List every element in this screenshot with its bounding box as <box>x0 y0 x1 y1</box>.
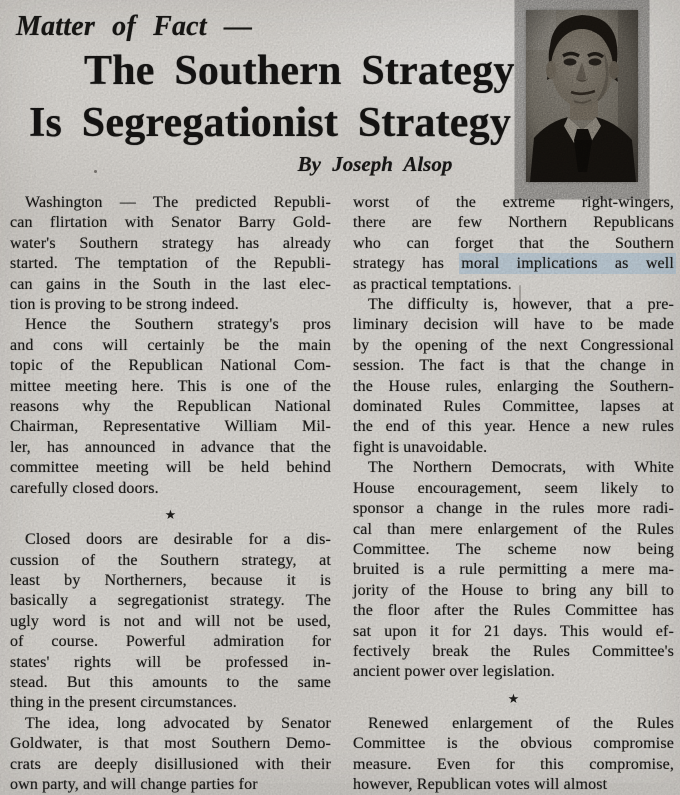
article-line: can gains in the South in the last elec- <box>10 275 331 293</box>
article-line: crats are deeply disillusioned with their <box>10 755 331 773</box>
column-kicker: Matter of Fact — <box>16 11 253 42</box>
article-line: water's Southern strategy has already <box>10 234 331 252</box>
ink-speck <box>94 170 97 173</box>
article-line: sat upon it for 21 days. This would ef- <box>353 622 674 640</box>
article-line: fight is unavoidable. <box>353 438 488 456</box>
article-line: Chairman, Representative William Mil- <box>10 418 331 436</box>
article-line: stead. But this amounts to the same <box>10 673 331 691</box>
article-line: thing in the present circumstances. <box>10 694 237 712</box>
article-column-right <box>353 193 674 795</box>
article-line: sponsor a change in the rules more radi- <box>353 500 674 518</box>
article-line: Committee. The scheme now being <box>353 540 674 558</box>
article-line: can flirtation with Senator Barry Gold- <box>10 214 331 232</box>
search-highlight: moral implications as well <box>461 255 674 273</box>
article-line: reasons why the Republican National <box>10 398 331 416</box>
headline-line-1: The Southern Strategy <box>84 48 515 94</box>
article-line: committee meeting will be held behind <box>10 459 331 477</box>
article-line: Washington — The predicted Republi- <box>25 194 331 211</box>
article-line: states' rights will be professed in- <box>10 653 331 671</box>
article-line: cal than mere enlargement of the Rules <box>353 520 674 538</box>
article-line: session. The fact is that the change in <box>353 357 674 375</box>
portrait-photo <box>526 10 638 182</box>
article-line: there are few Northern Republicans <box>353 214 674 232</box>
star-separator: ★ <box>164 507 177 523</box>
article-line: The Northern Democrats, with White <box>368 459 674 477</box>
article-line: who can forget that the Southern <box>353 234 674 252</box>
article-line: however, Republican votes will almost <box>353 775 608 793</box>
portrait-photo-illustration <box>526 10 638 182</box>
article-body <box>10 193 674 795</box>
article-line: worst of the extreme right-wingers, <box>353 194 674 211</box>
article-line: of course. Powerful admiration for <box>10 633 331 651</box>
article-line: ugly word is not and will not be used, <box>10 612 331 630</box>
article-line: the end of this year. Hence a new rules <box>353 418 674 436</box>
star-separator: ★ <box>507 690 520 706</box>
article-line: carefully closed doors. <box>10 479 159 497</box>
article-line: ancient power over legislation. <box>353 663 555 681</box>
article-line: by the opening of the next Congressional <box>353 336 674 354</box>
article-line: basically a segregationist strategy. The <box>10 592 331 610</box>
article-line: Goldwater, is that most Southern Demo- <box>10 735 331 753</box>
article-line: started. The temptation of the Republi- <box>10 255 331 273</box>
article-line: House encouragement, seem likely to <box>353 479 674 497</box>
article-line: measure. Even for this compromise, <box>353 755 674 773</box>
article-line: the floor after the Rules Committee has <box>353 602 674 620</box>
article-line: mittee meeting here. This is one of the <box>10 377 331 395</box>
article-line: liminary decision will have to be made <box>353 316 674 334</box>
article-line: strategy has moral implications as well <box>353 255 674 273</box>
ink-speck <box>519 285 521 311</box>
article-line: Renewed enlargement of the Rules <box>368 714 674 732</box>
article-line: own party, and will change parties for <box>10 775 258 793</box>
article-line: dominated Rules Committee, lapses at <box>353 398 674 416</box>
article-line: The difficulty is, however, that a pre- <box>368 296 674 314</box>
article-line: and cons will certainly be the main <box>10 336 331 354</box>
article-column-left <box>10 193 331 795</box>
article-line: cussion of the Southern strategy, at <box>10 551 331 569</box>
article-line: The idea, long advocated by Senator <box>25 714 331 732</box>
headline-line-2: Is Segregationist Strategy <box>29 100 512 146</box>
article-line: least by Northerners, because it is <box>10 571 331 589</box>
article-line: Closed doors are desirable for a dis- <box>25 531 331 549</box>
article-line: the House rules, enlarging the Southern- <box>353 377 674 395</box>
byline: By Joseph Alsop <box>297 152 453 176</box>
article-line: topic of the Republican National Com- <box>10 357 331 375</box>
article-line: as practical temptations. <box>353 275 512 293</box>
article-line: fectively break the Rules Committee's <box>353 642 674 660</box>
article-line: jority of the House to bring any bill to <box>353 581 674 599</box>
article-line: Committee is the obvious compromise <box>353 735 674 753</box>
article-line: Hence the Southern strategy's pros <box>25 316 331 334</box>
article-line: ler, has announced in advance that the <box>10 438 331 456</box>
article-line: tion is proving to be strong indeed. <box>10 296 239 314</box>
article-line: bruited is a rule permitting a mere ma- <box>353 561 674 579</box>
